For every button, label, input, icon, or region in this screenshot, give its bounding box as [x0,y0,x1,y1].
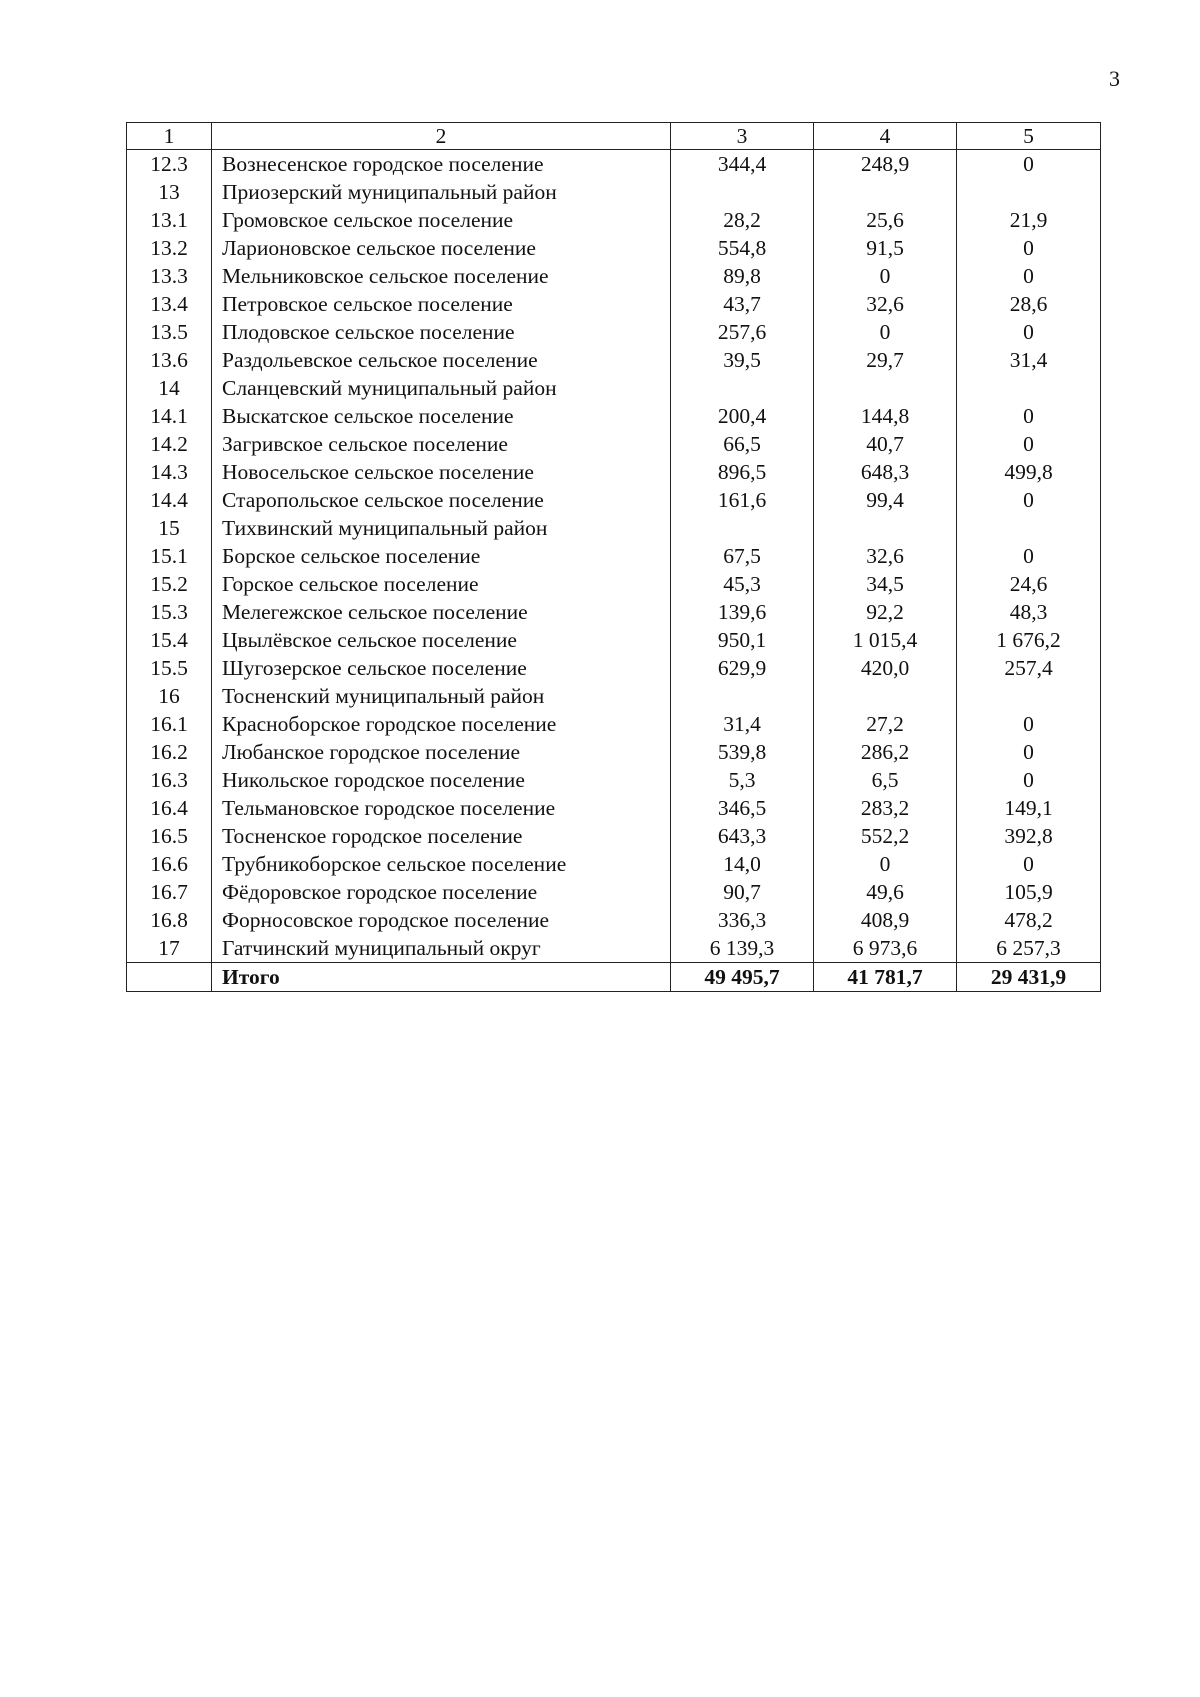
value-col-3 [671,682,814,710]
value-col-4: 0 [814,318,957,346]
value-col-4: 283,2 [814,794,957,822]
row-name: Красноборское городское поселение [212,710,671,738]
table-row [127,262,1101,290]
row-number: 16.8 [127,906,212,934]
row-name: Гатчинский муниципальный округ [212,934,671,963]
table-row [127,654,1101,682]
column-header: 2 [212,123,671,150]
table-row [127,626,1101,654]
value-col-3: 200,4 [671,402,814,430]
row-name: Любанское городское поселение [212,738,671,766]
value-col-3: 45,3 [671,570,814,598]
value-col-5: 6 257,3 [957,934,1101,963]
page-number: 3 [1109,66,1120,91]
value-col-5: 0 [957,150,1101,179]
value-col-3: 90,7 [671,878,814,906]
table-row [127,822,1101,850]
table-row [127,486,1101,514]
row-name: Тельмановское городское поселение [212,794,671,822]
row-name: Мельниковское сельское поселение [212,262,671,290]
value-col-5: 31,4 [957,346,1101,374]
table-row [127,542,1101,570]
table-row [127,430,1101,458]
row-name: Новосельское сельское поселение [212,458,671,486]
row-number: 16.6 [127,850,212,878]
value-col-3: 89,8 [671,262,814,290]
table-row [127,598,1101,626]
value-col-5 [957,374,1101,402]
value-col-5: 0 [957,318,1101,346]
value-col-5: 0 [957,430,1101,458]
column-header: 1 [127,123,212,150]
value-col-5: 149,1 [957,794,1101,822]
row-number: 16 [127,682,212,710]
header-row [127,123,1101,150]
row-name: Сланцевский муниципальный район [212,374,671,402]
row-name: Шугозерское сельское поселение [212,654,671,682]
row-number: 13.3 [127,262,212,290]
value-col-4: 248,9 [814,150,957,179]
table-row [127,850,1101,878]
table-row [127,794,1101,822]
value-col-5: 0 [957,402,1101,430]
value-col-3: 643,3 [671,822,814,850]
row-number: 13.4 [127,290,212,318]
value-col-4: 29,7 [814,346,957,374]
value-col-3: 39,5 [671,346,814,374]
value-col-4: 648,3 [814,458,957,486]
total-number [127,963,212,992]
value-col-5: 24,6 [957,570,1101,598]
value-col-4: 408,9 [814,906,957,934]
row-number: 12.3 [127,150,212,179]
row-name: Мелегежское сельское поселение [212,598,671,626]
table-row [127,290,1101,318]
column-header: 4 [814,123,957,150]
value-col-5: 0 [957,710,1101,738]
value-col-4: 6 973,6 [814,934,957,963]
row-name: Приозерский муниципальный район [212,178,671,206]
row-number: 15.5 [127,654,212,682]
value-col-3: 344,4 [671,150,814,179]
value-col-3: 539,8 [671,738,814,766]
value-col-3: 336,3 [671,906,814,934]
table-row [127,514,1101,542]
row-number: 14.1 [127,402,212,430]
row-name: Никольское городское поселение [212,766,671,794]
row-number: 13.6 [127,346,212,374]
value-col-5: 105,9 [957,878,1101,906]
row-name: Раздольевское сельское поселение [212,346,671,374]
value-col-5: 0 [957,234,1101,262]
value-col-3: 67,5 [671,542,814,570]
value-col-3: 346,5 [671,794,814,822]
value-col-4: 6,5 [814,766,957,794]
row-number: 16.5 [127,822,212,850]
value-col-4: 25,6 [814,206,957,234]
table-row [127,878,1101,906]
value-col-4: 144,8 [814,402,957,430]
row-number: 13.5 [127,318,212,346]
row-number: 15.2 [127,570,212,598]
row-name: Плодовское сельское поселение [212,318,671,346]
value-col-5: 0 [957,542,1101,570]
row-number: 16.2 [127,738,212,766]
table-row [127,150,1101,179]
value-col-4: 49,6 [814,878,957,906]
table-row [127,458,1101,486]
row-number: 16.7 [127,878,212,906]
table-row [127,682,1101,710]
value-col-3 [671,514,814,542]
value-col-5: 28,6 [957,290,1101,318]
value-col-3: 896,5 [671,458,814,486]
table-row [127,766,1101,794]
row-number: 13.1 [127,206,212,234]
row-name: Загривское сельское поселение [212,430,671,458]
value-col-5: 0 [957,850,1101,878]
total-label: Итого [212,963,671,992]
value-col-4: 91,5 [814,234,957,262]
value-col-3: 554,8 [671,234,814,262]
total-row [127,963,1101,992]
row-number: 16.1 [127,710,212,738]
value-col-3: 31,4 [671,710,814,738]
row-number: 17 [127,934,212,963]
column-header: 3 [671,123,814,150]
table-body [127,150,1101,992]
table-row [127,318,1101,346]
row-name: Цвылёвское сельское поселение [212,626,671,654]
value-col-5 [957,514,1101,542]
value-col-4: 27,2 [814,710,957,738]
table-row [127,710,1101,738]
row-number: 15.1 [127,542,212,570]
row-name: Петровское сельское поселение [212,290,671,318]
row-number: 15.3 [127,598,212,626]
value-col-5: 21,9 [957,206,1101,234]
row-name: Выскатское сельское поселение [212,402,671,430]
row-name: Фёдоровское городское поселение [212,878,671,906]
value-col-3: 43,7 [671,290,814,318]
row-number: 13.2 [127,234,212,262]
table-row [127,346,1101,374]
table-row [127,234,1101,262]
value-col-4 [814,178,957,206]
table-row [127,906,1101,934]
table-row [127,402,1101,430]
table-row [127,374,1101,402]
row-name: Тосненское городское поселение [212,822,671,850]
total-col-5: 29 431,9 [957,963,1101,992]
value-col-4: 34,5 [814,570,957,598]
value-col-3: 5,3 [671,766,814,794]
value-col-3: 950,1 [671,626,814,654]
value-col-5 [957,682,1101,710]
value-col-4: 0 [814,262,957,290]
table-row [127,570,1101,598]
value-col-5: 1 676,2 [957,626,1101,654]
row-name: Трубникоборское сельское поселение [212,850,671,878]
value-col-4: 32,6 [814,542,957,570]
value-col-5: 0 [957,766,1101,794]
total-col-3: 49 495,7 [671,963,814,992]
row-number: 15 [127,514,212,542]
row-name: Ларионовское сельское поселение [212,234,671,262]
row-name: Горское сельское поселение [212,570,671,598]
value-col-3: 161,6 [671,486,814,514]
row-name: Вознесенское городское поселение [212,150,671,179]
value-col-3 [671,374,814,402]
row-number: 14.4 [127,486,212,514]
row-number: 16.4 [127,794,212,822]
value-col-3: 14,0 [671,850,814,878]
value-col-4: 92,2 [814,598,957,626]
column-header: 5 [957,123,1101,150]
value-col-3: 66,5 [671,430,814,458]
value-col-5: 478,2 [957,906,1101,934]
value-col-4: 552,2 [814,822,957,850]
row-name: Тосненский муниципальный район [212,682,671,710]
row-name: Форносовское городское поселение [212,906,671,934]
value-col-4: 0 [814,850,957,878]
row-name: Громовское сельское поселение [212,206,671,234]
row-number: 14.2 [127,430,212,458]
table-row [127,934,1101,963]
value-col-3: 6 139,3 [671,934,814,963]
row-name: Тихвинский муниципальный район [212,514,671,542]
row-number: 14 [127,374,212,402]
row-number: 14.3 [127,458,212,486]
table-row [127,178,1101,206]
value-col-4 [814,682,957,710]
data-table [126,122,1101,992]
row-number: 16.3 [127,766,212,794]
total-col-4: 41 781,7 [814,963,957,992]
value-col-4 [814,514,957,542]
value-col-5: 0 [957,486,1101,514]
value-col-3: 629,9 [671,654,814,682]
value-col-3 [671,178,814,206]
value-col-5: 499,8 [957,458,1101,486]
row-number: 15.4 [127,626,212,654]
table-header [127,123,1101,150]
value-col-5 [957,178,1101,206]
value-col-4: 99,4 [814,486,957,514]
value-col-5: 257,4 [957,654,1101,682]
value-col-4: 32,6 [814,290,957,318]
table-row [127,738,1101,766]
value-col-4: 1 015,4 [814,626,957,654]
value-col-5: 392,8 [957,822,1101,850]
table-row [127,206,1101,234]
row-name: Старопольское сельское поселение [212,486,671,514]
row-name: Борское сельское поселение [212,542,671,570]
value-col-5: 0 [957,738,1101,766]
row-number: 13 [127,178,212,206]
value-col-3: 139,6 [671,598,814,626]
value-col-5: 0 [957,262,1101,290]
value-col-4 [814,374,957,402]
value-col-4: 40,7 [814,430,957,458]
value-col-4: 286,2 [814,738,957,766]
value-col-3: 28,2 [671,206,814,234]
value-col-4: 420,0 [814,654,957,682]
value-col-5: 48,3 [957,598,1101,626]
value-col-3: 257,6 [671,318,814,346]
